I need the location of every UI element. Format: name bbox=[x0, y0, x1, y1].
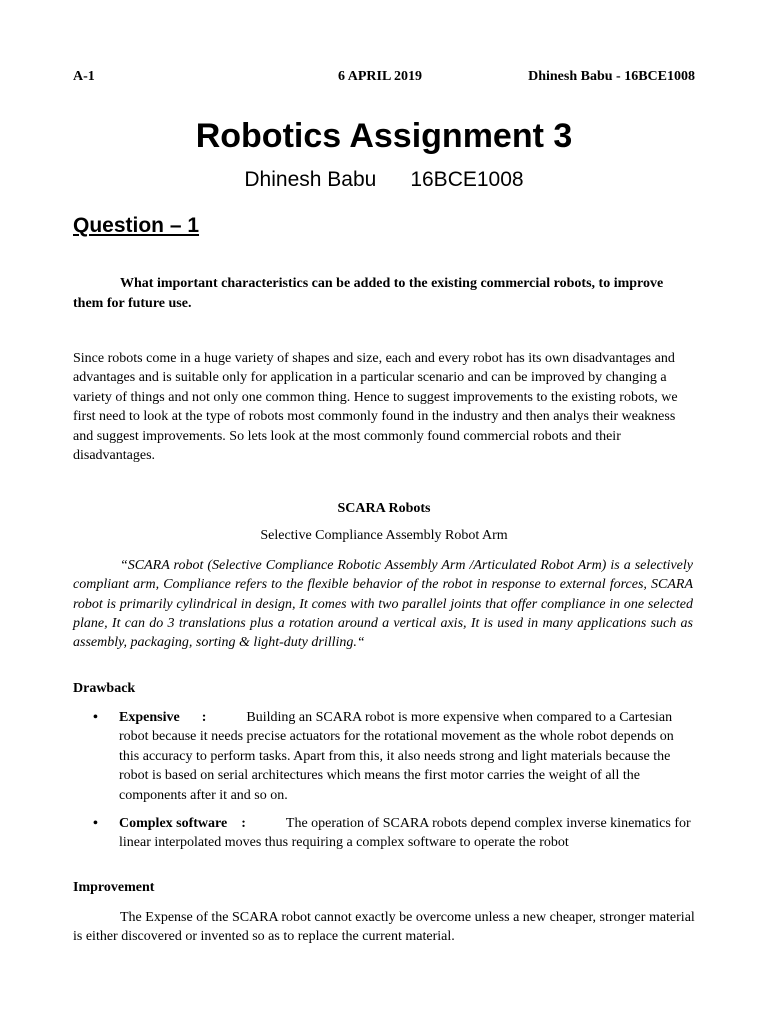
definition-quote: “SCARA robot (Selective Compliance Robotic Assembly Arm /Articulated Robot Arm) is a selectively compliant arm, Compliance refers to the flexible behavior of the robot in response to external forces, SCARA robot is primarily cylindrical in design, It comes with two parallel joints that offer compliance in one selected plane, It can do 3 translations plus a rotation around a vertical axis, It is used in many applications such as assembly, packaging, sorting & light-duty drilling.“ bbox=[73, 558, 693, 651]
bullet-icon: • bbox=[93, 710, 98, 725]
question-prompt bbox=[73, 274, 673, 314]
section-title: SCARA Robots bbox=[337, 501, 431, 516]
list-item bbox=[93, 814, 693, 853]
term-separator: : bbox=[241, 816, 246, 831]
bullet-icon: • bbox=[93, 816, 98, 831]
question-text: What important characteristics can be added to the existing commercial robots, to improve them for future use. bbox=[73, 276, 664, 311]
drawback-text: The operation of SCARA robots depend complex inverse kinematics for linear interpolated moves thus requiring a complex software to operate the robot bbox=[119, 816, 691, 851]
header-author: Dhinesh Babu - 16BCE1008 bbox=[528, 69, 695, 84]
drawback-text: Building an SCARA robot is more expensive when compared to a Cartesian robot because it needs precise actuators for the rotational movement as the whole robot depends on this accuracy to perform tasks. Apart from this, it also needs strong and light materials because the robot is based on serial architectures which means the first motor carries the weight of all the components after it and so on. bbox=[119, 710, 674, 803]
header-page-label: A-1 bbox=[73, 69, 95, 84]
header-date: 6 APRIL 2019 bbox=[338, 69, 423, 84]
improvement-paragraph: The Expense of the SCARA robot cannot exactly be overcome unless a new cheaper, stronger material is either discovered or invented so as to replace the current material. bbox=[73, 910, 695, 945]
section-subtitle: Selective Compliance Assembly Robot Arm bbox=[260, 528, 508, 543]
drawback-term: Expensive bbox=[119, 710, 180, 725]
list-item bbox=[93, 708, 693, 805]
page-header bbox=[73, 69, 695, 87]
drawback-term: Complex software bbox=[119, 816, 228, 831]
question-heading: Question – 1 bbox=[73, 214, 200, 237]
intro-paragraph: Since robots come in a huge variety of shapes and size, each and every robot has its own disadvantages and advantages and is suitable only for application in a particular scenario and can be improved by changing a variety of things and not only one common thing. Hence to suggest improvements to the existing robots, we first need to look at the type of robots most commonly found in the industry and then analys their weakness and suggest improvements. So lets look at the most commonly found commercial robots and their disadvantages. bbox=[73, 351, 678, 464]
drawback-label: Drawback bbox=[73, 681, 136, 696]
term-separator: : bbox=[201, 710, 207, 725]
author-id: 16BCE1008 bbox=[410, 168, 524, 191]
author-name: Dhinesh Babu bbox=[244, 168, 377, 191]
document-title: Robotics Assignment 3 bbox=[195, 117, 573, 155]
author-line bbox=[0, 168, 768, 192]
improvement-label: Improvement bbox=[73, 880, 155, 895]
